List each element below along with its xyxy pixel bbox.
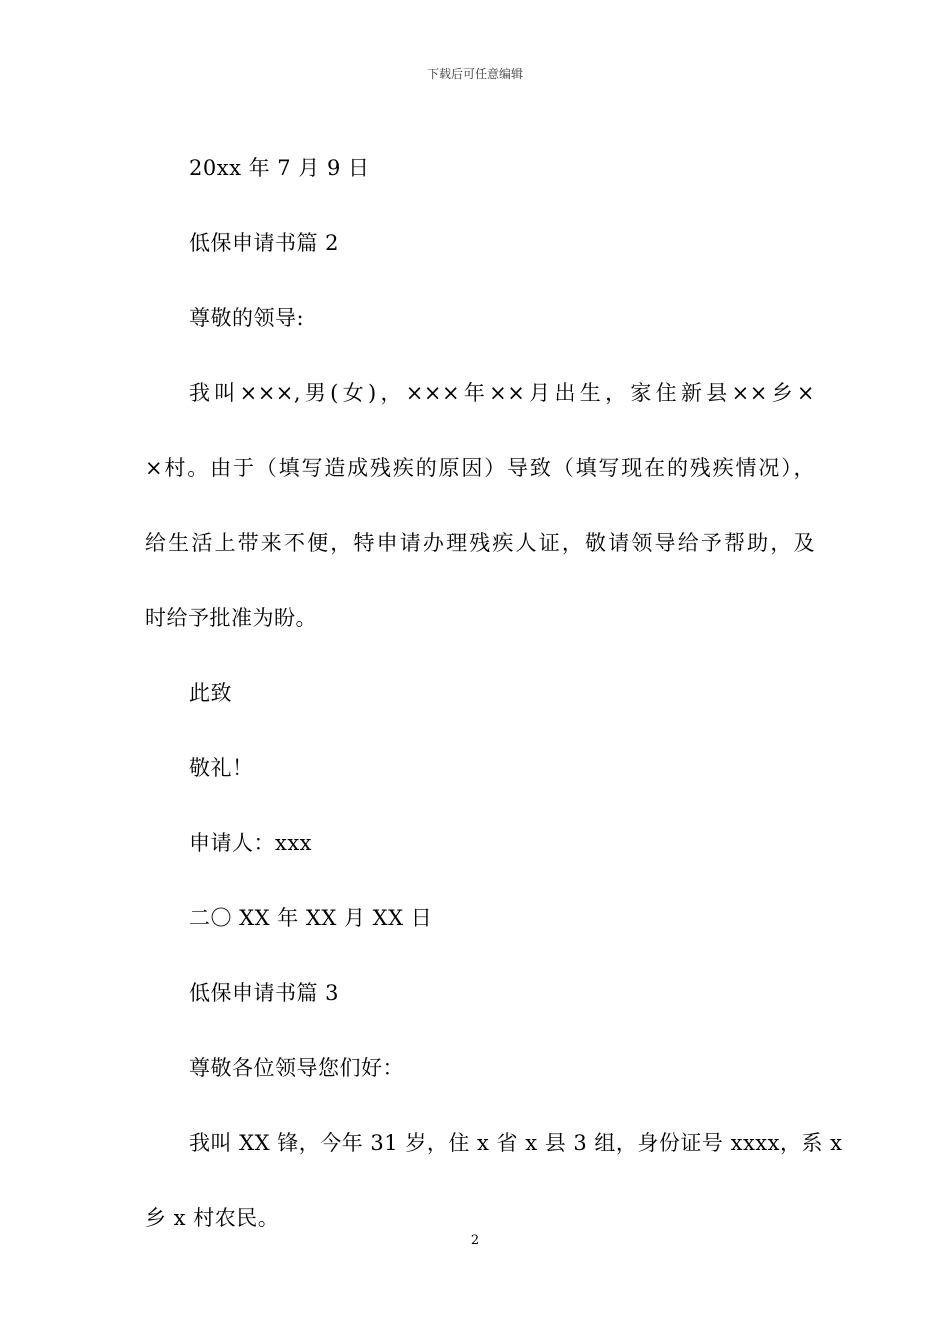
date-line: 20xx 年 7 月 9 日 [189, 156, 370, 180]
section-title-3: 低保申请书篇 3 [189, 981, 340, 1005]
paragraph-line: 乡 x 村农民。 [145, 1206, 280, 1230]
paragraph-line: 我叫×××,男(女)，×××年××月出生，家住新县××乡× [189, 381, 815, 405]
applicant-line: 申请人：xxx [189, 831, 313, 855]
salutation: 尊敬的领导: [189, 306, 305, 330]
paragraph-line: ×村。由于（填写造成残疾的原因）导致（填写现在的残疾情况）， [145, 456, 815, 480]
paragraph-line: 我叫 XX 锋，今年 31 岁，住 x 省 x 县 3 组，身份证号 xxxx，系 x [189, 1131, 843, 1155]
page-header: 下载后可任意编辑 [426, 67, 523, 81]
paragraph-line: 时给予批准为盼。 [145, 606, 317, 630]
date-placeholder-line: 二〇 XX 年 XX 月 XX 日 [189, 906, 433, 930]
closing-regards: 敬礼！ [189, 756, 254, 780]
closing-line: 此致 [189, 681, 232, 705]
document-body [145, 131, 843, 1256]
salutation: 尊敬各位领导您们好： [189, 1056, 404, 1080]
paragraph-line: 给生活上带来不便，特申请办理残疾人证，敬请领导给予帮助，及 [145, 531, 815, 555]
page-number: 2 [470, 1233, 480, 1248]
section-title-2: 低保申请书篇 2 [189, 231, 340, 255]
